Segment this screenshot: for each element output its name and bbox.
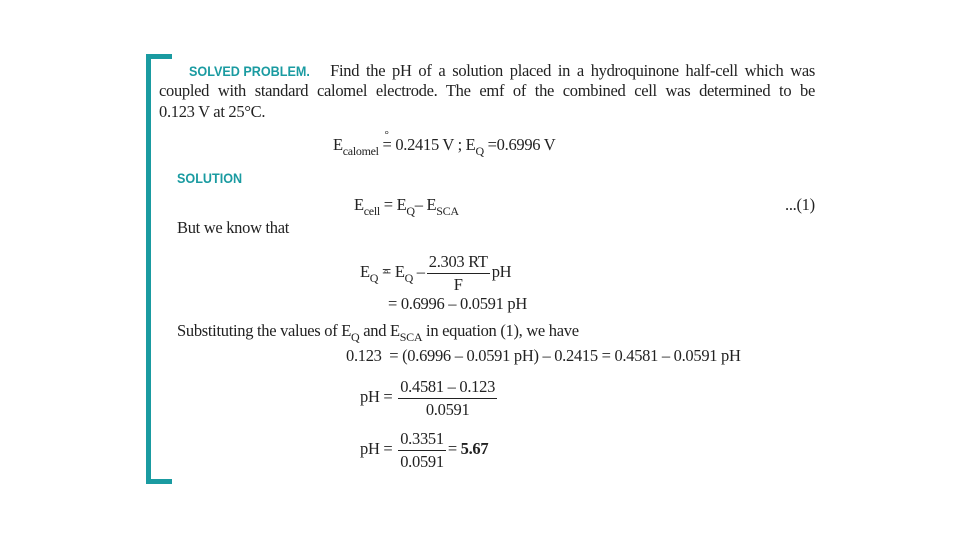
- denominator: F: [453, 274, 463, 294]
- problem-line-3: 0.123 V at 25°C.: [159, 102, 266, 121]
- sub: Q: [406, 204, 415, 218]
- sub: Q: [404, 271, 413, 285]
- numerator: 0.3351: [398, 428, 446, 451]
- t: =: [447, 439, 457, 458]
- equation-6: [360, 427, 488, 473]
- equation-3: = 0.6996 – 0.0591 pH: [388, 294, 527, 313]
- t: Substituting the values of E: [177, 321, 352, 340]
- t: = E: [383, 195, 407, 214]
- t: =0.6996 V: [487, 135, 556, 154]
- given-values: [333, 135, 556, 158]
- fraction: [398, 428, 446, 473]
- problem-line-2: coupled with standard calomel electrode. The emf of the combined cell was determined to be: [159, 81, 815, 100]
- solution-heading: SOLUTION: [177, 170, 243, 186]
- sub: Q: [351, 330, 360, 344]
- solved-problem-heading: SOLVED PROBLEM.: [189, 63, 310, 79]
- equation-4: 0.123 = (0.6996 – 0.0591 pH) – 0.2415 = 0.4581 – 0.0591 pH: [346, 346, 741, 365]
- t: in equation (1), we have: [426, 321, 579, 340]
- bracket-left: [146, 54, 151, 484]
- but-text: But we know that: [177, 218, 290, 237]
- t: E: [360, 262, 370, 281]
- numerator: 2.303 RT: [427, 251, 490, 274]
- denominator: 0.0591: [425, 399, 470, 419]
- result: 5.67: [460, 439, 489, 458]
- equation-label: ...(1): [785, 195, 815, 214]
- problem-line-1: [189, 61, 815, 81]
- solution-heading-wrap: [177, 168, 249, 188]
- t: pH =: [360, 439, 393, 458]
- bracket-top: [146, 54, 172, 59]
- sub: Q: [475, 144, 484, 158]
- bracket-bottom: [146, 479, 172, 484]
- t: E: [354, 195, 364, 214]
- substituting-text: [177, 321, 579, 344]
- equation-2: [360, 250, 511, 296]
- t: –: [416, 262, 425, 281]
- sub: Q: [369, 271, 379, 285]
- equation-5: [360, 375, 499, 421]
- sub: SCA: [436, 204, 459, 218]
- sub: calomel: [342, 144, 379, 158]
- t: – E: [414, 195, 437, 214]
- t: pH: [491, 262, 512, 281]
- denominator: 0.0591: [400, 451, 444, 471]
- t: pH =: [360, 387, 393, 406]
- problem-text: Find the pH of a solution placed in a hydroquinone half-cell which was: [330, 61, 816, 80]
- equation-1: [354, 195, 459, 218]
- t: ° = 0.2415 V ; E: [383, 135, 476, 154]
- sub: SCA: [399, 330, 423, 344]
- fraction: [398, 376, 497, 421]
- t: and E: [363, 321, 400, 340]
- fraction: [427, 251, 490, 296]
- sub: cell: [363, 204, 380, 218]
- numerator: 0.4581 – 0.123: [398, 376, 497, 399]
- e: E: [333, 135, 343, 154]
- t: ° = E: [382, 262, 405, 281]
